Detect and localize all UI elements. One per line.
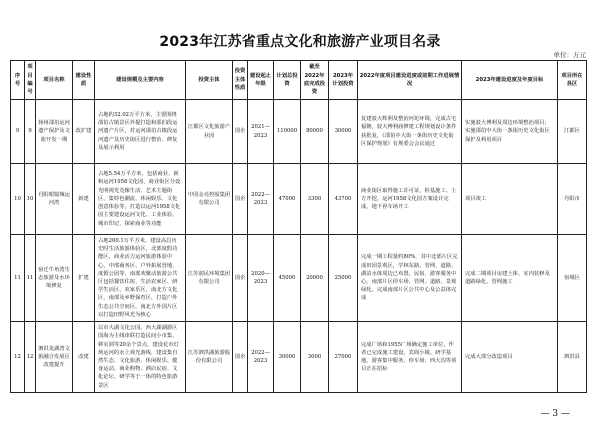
cell-seq: 10 (11, 164, 25, 235)
cell-target2023: 项目竣工 (462, 164, 558, 235)
cell-period: 2020—2023 (248, 235, 274, 322)
cell-seq: 12 (11, 322, 25, 393)
cell-project-no: 9 (25, 100, 36, 164)
unit-label: 单位：万元 (553, 51, 586, 59)
cell-completed: 3300 (301, 164, 329, 235)
cell-owner: 中国金亮控股集团有限公司 (186, 164, 233, 235)
header-period: 建设起止年限 (248, 61, 274, 100)
table-row (11, 322, 587, 393)
page-number: — 3 — (540, 409, 570, 419)
header-target2023: 2023年建设进度及年度目标 (462, 61, 558, 100)
document-title: 2023年江苏省重点文化和旅游产业项目名录 (159, 34, 441, 50)
cell-project-name: 泗洪龙湖湾文旅融合发展区改建提升 (36, 322, 73, 393)
header-seq: 序号 (11, 61, 25, 100)
cell-location: 丹阳市 (558, 164, 587, 235)
cell-completed: 20000 (301, 235, 329, 322)
header-project-name: 项目名称 (36, 61, 73, 100)
cell-location: 江都区 (558, 100, 587, 164)
cell-project-no: 12 (25, 322, 36, 393)
cell-seq: 11 (11, 235, 25, 322)
table-row (11, 100, 587, 164)
cell-owner: 江苏泗洪湖旅游股份有限公司 (186, 322, 233, 393)
cell-nature: 新建 (73, 164, 95, 235)
cell-nature: 改建 (73, 322, 95, 393)
header-nature: 建设性质 (73, 61, 95, 100)
project-table (10, 60, 587, 393)
cell-project-name: 扬州邵伯运河遗产保护及文旅开发一期 (36, 100, 73, 164)
header-progress2022: 2022年度项目建设进度或前期工作进展情况 (358, 61, 462, 100)
cell-completed: 80000 (301, 100, 329, 164)
header-owner-type: 投资主体性质 (233, 61, 248, 100)
cell-progress2022: 复建驳大辉利及整治河坨环境，完成古宅福朝，驳大傅利庙修建工程规划设计条件获批复，《邵伯中大街一条街历史文化街区保护规划》有规委会会议通过 (358, 100, 462, 164)
header-project-no: 项目编号 (25, 61, 36, 100)
cell-plan2023: 43700 (329, 164, 358, 235)
header-plan2023: 2023年计划投资 (329, 61, 358, 100)
cell-planned: 30000 (274, 322, 301, 393)
cell-target2023: 完成大部分改造项目 (462, 322, 558, 393)
cell-location: 泗洪县 (558, 322, 587, 393)
header-planned: 计划总投资 (274, 61, 301, 100)
cell-nature: 改扩建 (73, 100, 95, 164)
cell-plan2023: 25000 (329, 235, 358, 322)
cell-owner: 江苏润民环境集团有限公司 (186, 235, 233, 322)
cell-nature: 扩建 (73, 235, 95, 322)
table-row (11, 164, 587, 235)
cell-owner: 江都区文化旅游产业园 (186, 100, 233, 164)
cell-project-no: 11 (25, 235, 36, 322)
cell-progress2022: 完成一期工程量约80%，其中北部片区完成田园景观区，学林东路，管网、道路、湖泊水体周边已布置，民宿、游客服务中心，南部片区停车场、管网、道路、景观绿化，完成南部片区公共中心及公益体完成 (358, 235, 462, 322)
cell-project-name: 丹阳眼镜城运河湾 (36, 164, 73, 235)
cell-target2023: 实施驳大傅利及周边环境整治项目；实施邵伯中大街一条街历史文化街区保护及利用项目 (462, 100, 558, 164)
table-header-row (11, 61, 587, 100)
cell-planned: 45000 (274, 235, 301, 322)
cell-period: 2021—2023 (248, 100, 274, 164)
header-scale: 建设规模及主要内容 (95, 61, 186, 100)
cell-completed: 3000 (301, 322, 329, 393)
table-row (11, 235, 587, 322)
cell-scale: 以市大湖文化公园、西大湖湖游区国海为主线串联打造民间小市集、移室洞等20余个景点，建设花市灯场运河的水上观光游线，建设集自然生态、文化旅游、休闲娱乐、健身运动、商业购物、酒店民宿、文化论坛、研学等于一体的特色旅游景区 (95, 322, 186, 393)
cell-seq: 9 (11, 100, 25, 164)
header-completed: 截至2022年底完成投资 (301, 61, 329, 100)
cell-scale: 占地200.1万平方米，建设高昌历史时生活旅游体验区，北部度假功能区，商业活力运河旅游体验中心，中部商务区、户外拓展营地、度假公园等，南部欢聚动旅游公共区包括餐饮住宿、生活农家区、研学生活区，农家乐区，南北方文化区，南部及乡野保育区，打造户外生态公共空间区，南北方外国片区以打造田野风光为核心 (95, 235, 186, 322)
cell-project-no: 10 (25, 164, 36, 235)
cell-owner-type: 国企 (233, 164, 248, 235)
cell-planned: 110000 (274, 100, 301, 164)
cell-location: 宿城区 (558, 235, 587, 322)
cell-progress2022: 商业街区取得施工许可证，桩基施工、土方开挖，运河1958文化园方案设计完成，地下停车场开工 (358, 164, 462, 235)
cell-period: 2022—2023 (248, 164, 274, 235)
cell-owner-type: 国企 (233, 100, 248, 164)
cell-owner-type: 国企 (233, 235, 248, 322)
cell-target2023: 完成二期项目房建土体、室内装修及道路绿化、管网施工 (462, 235, 558, 322)
header-owner: 投资主体 (186, 61, 233, 100)
cell-progress2022: 完成广场和1955广场确定施工单位，作者已完成施工建设，宾阁小镇、研学基地，游客集中服务、停车场、西大沟等项目正在招标 (358, 322, 462, 393)
cell-plan2023: 30000 (329, 100, 358, 164)
cell-planned: 47000 (274, 164, 301, 235)
cell-plan2023: 27000 (329, 322, 358, 393)
cell-project-name: 宿迁牛角湾生态旅游及水环境修复 (36, 235, 73, 322)
header-location: 项目所在县区 (558, 61, 587, 100)
cell-period: 2022—2023 (248, 322, 274, 393)
cell-scale: 占地约32.02万平方米，主要围绕邵伯古镇景区外提打造和邵伯段运河遗产片区，对运河邵伯古镇段运河遗产及历史街区进行整治、修复及展示利用 (95, 100, 186, 164)
cell-scale: 占地5.54万平方米，包括商业、新和运河1958文化园，商业街区分设光明视光竞像生活、艺术主题街区、集特色潮流、休闲娱乐、文化创意体验等，打造以运河1958文化园主要建设运河文化、工业体验、城市印记、探索商业等功能 (95, 164, 186, 235)
cell-owner-type: 国企 (233, 322, 248, 393)
